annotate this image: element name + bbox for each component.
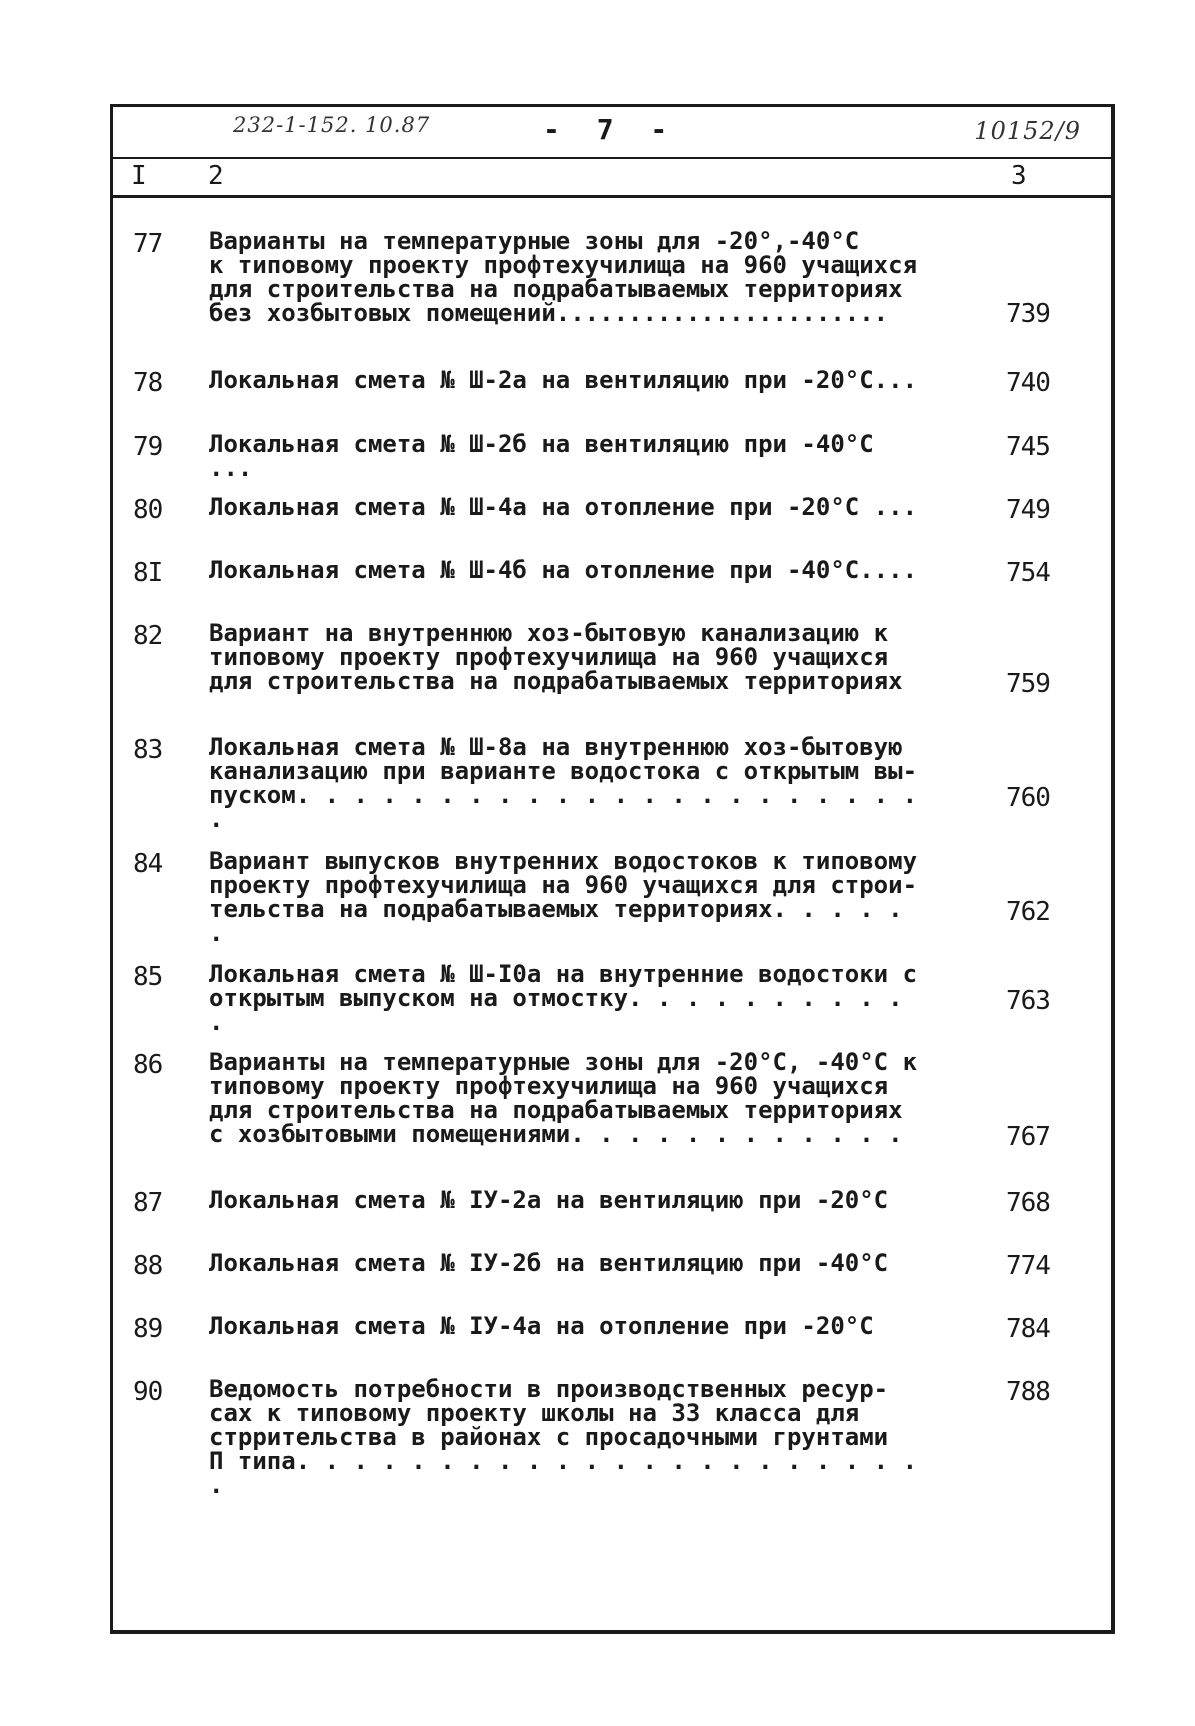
entry-title: Локальная смета № Ш-I0а на внутренние водостоки с открытым выпуском на отмостку. . . . . . . . . . . <box>209 960 918 1036</box>
entry-title: Вариант выпусков внутренних водостоков к типовому проекту профтехучилища на 960 учащихся для строи- тельства на подрабатываемых территориях. . . . . . <box>209 847 918 947</box>
entry-title: Ведомость потребности в производственных ресур- сах к типовому проекту школы на 33 класса для стррительства в районах с просадочными грунтами П типа. . . . . . . . . . . . . . . . . . . . . . . <box>209 1375 918 1499</box>
entry-page: 759 <box>1006 669 1050 699</box>
entry-page: 788 <box>1006 1377 1050 1407</box>
entry-number: 83 <box>133 735 163 765</box>
entry-title: Локальная смета № IУ-2а на вентиляцию при -20°С <box>209 1186 889 1214</box>
entry-page: 767 <box>1006 1122 1050 1152</box>
entry-number: 85 <box>133 962 163 992</box>
entry-page: 739 <box>1006 299 1050 329</box>
entry-number: 89 <box>133 1314 163 1344</box>
entry-number: 84 <box>133 849 163 879</box>
entry-page: 784 <box>1006 1314 1050 1344</box>
entry-title: Варианты на температурные зоны для -20°,-40°С к типовому проекту профтехучилища на 960 учащихся для строительства на подрабатываемых территориях без хозбытовых помещений....................... <box>209 227 918 327</box>
entry-number: 90 <box>133 1377 163 1407</box>
entry-page: 754 <box>1006 558 1050 588</box>
column-header-divider <box>113 195 1111 198</box>
column-header-title: 2 <box>208 161 224 191</box>
entry-page: 763 <box>1006 986 1050 1016</box>
entry-title: Локальная смета № Ш-8а на внутреннюю хоз-бытовую канализацию при варианте водостока с открытым вы- пуском. . . . . . . . . . . . . . . . . . . . . . . <box>209 733 918 833</box>
entry-title: Локальная смета № Ш-4б на отопление при -40°С.... <box>209 556 918 584</box>
entry-number: 82 <box>133 621 163 651</box>
header-divider <box>113 157 1111 159</box>
entry-title: Локальная смета № Ш-4а на отопление при -20°С ... <box>209 493 918 521</box>
entry-title: Локальная смета № Ш-2а на вентиляцию при -20°С... <box>209 366 918 394</box>
entry-page: 774 <box>1006 1251 1050 1281</box>
entry-number: 80 <box>133 495 163 525</box>
entry-number: 88 <box>133 1251 163 1281</box>
entry-title: Вариант на внутреннюю хоз-бытовую канализацию к типовому проекту профтехучилища на 960 учащихся для строительства на подрабатываемых территориях <box>209 619 903 695</box>
sheet-code: 10152/9 <box>974 117 1081 145</box>
entry-number: 8I <box>133 558 163 588</box>
entry-page: 762 <box>1006 897 1050 927</box>
entry-page: 760 <box>1006 783 1050 813</box>
entry-page: 768 <box>1006 1188 1050 1218</box>
document-code: 232-1-152. 10.87 <box>233 113 431 137</box>
entry-page: 740 <box>1006 368 1050 398</box>
column-header-number: I <box>131 161 147 191</box>
entry-number: 79 <box>133 432 163 462</box>
page-number: - 7 - <box>543 113 678 146</box>
entry-number: 87 <box>133 1188 163 1218</box>
document-sheet <box>110 104 1115 1634</box>
entry-page: 749 <box>1006 495 1050 525</box>
entry-number: 86 <box>133 1050 163 1080</box>
entry-title: Локальная смета № Ш-2б на вентиляцию при -40°С ... <box>209 430 874 482</box>
entry-number: 78 <box>133 368 163 398</box>
entry-title: Локальная смета № IУ-4а на отопление при -20°С <box>209 1312 874 1340</box>
column-header-page: 3 <box>1011 161 1027 191</box>
entry-title: Варианты на температурные зоны для -20°С, -40°С к типовому проекту профтехучилища на 960 учащихся для строительства на подрабатываемых территориях с хозбытовыми помещениями. . . . . . . . . . . . <box>209 1048 918 1148</box>
entry-number: 77 <box>133 229 163 259</box>
entry-page: 745 <box>1006 432 1050 462</box>
entry-title: Локальная смета № IУ-2б на вентиляцию при -40°С <box>209 1249 889 1277</box>
